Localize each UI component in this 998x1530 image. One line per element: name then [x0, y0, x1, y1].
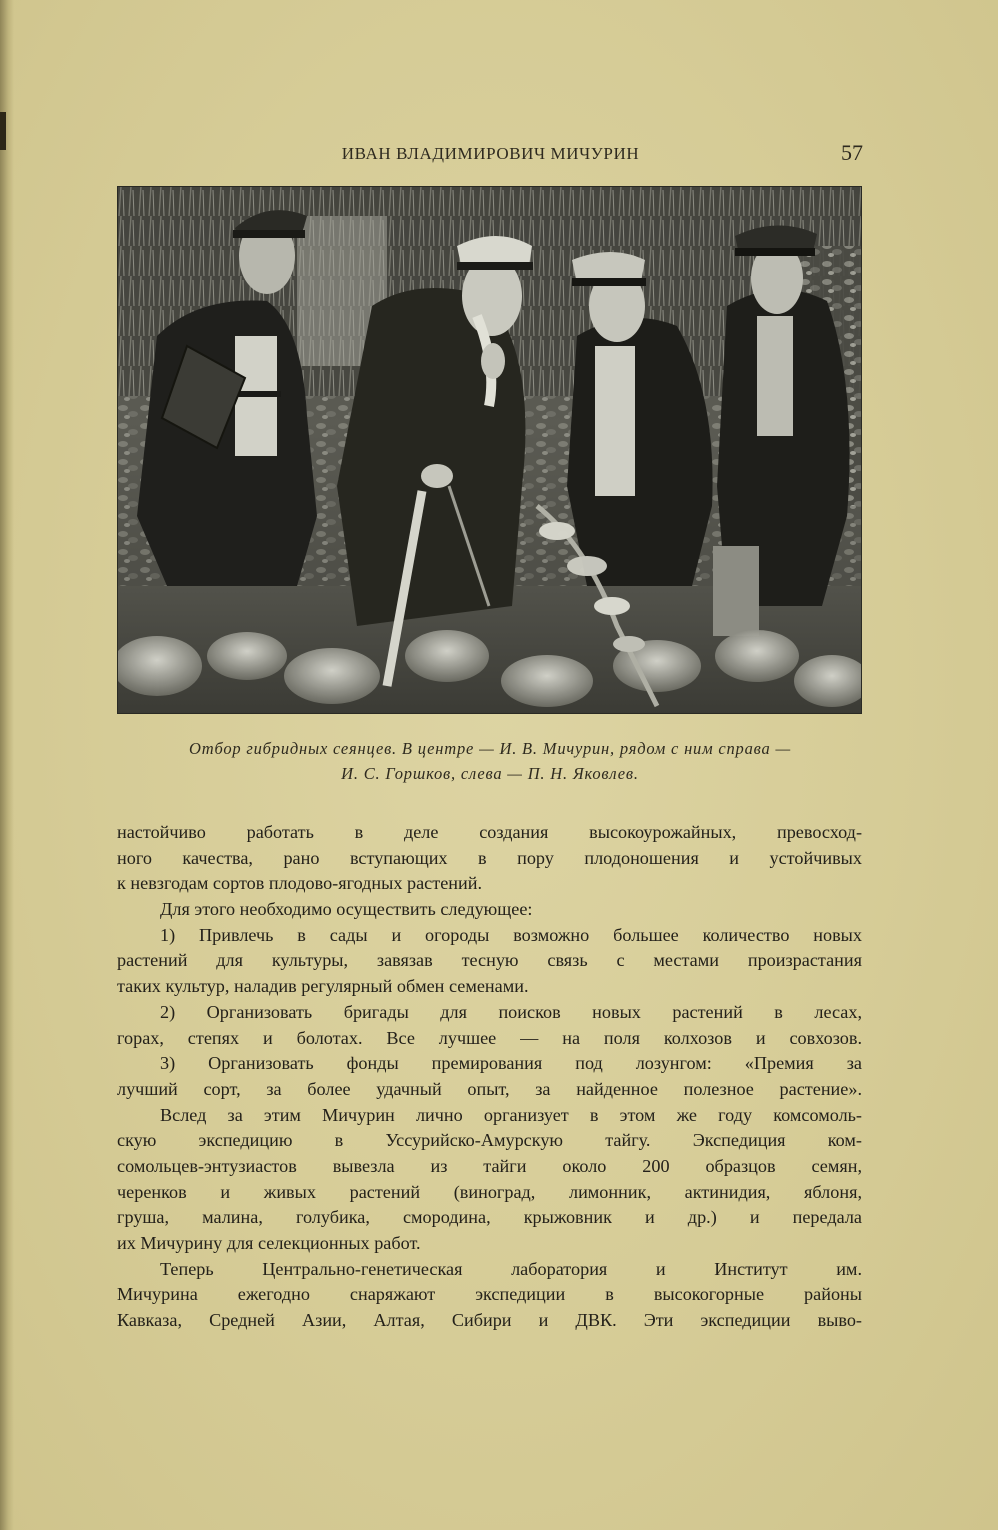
caption-line: Отбор гибридных сеянцев. В центре — И. В. Мичурин, рядом с ним справа —: [189, 739, 791, 758]
text-line: груша, малина, голубика, смородина, крыжовник и др.) и передала: [117, 1207, 862, 1228]
text-line: сомольцев-энтузиастов вывезла из тайги около 200 образцов семян,: [117, 1155, 862, 1176]
caption-line: И. С. Горшков, слева — П. Н. Яковлев.: [341, 764, 639, 783]
running-title: ИВАН ВЛАДИМИРОВИЧ МИЧУРИН: [341, 144, 640, 163]
text-line: ного качества, рано вступающих в пору плодоношения и устойчивых: [117, 847, 862, 868]
binding-mark: [0, 112, 6, 150]
text-line: Теперь Центрально-генетическая лаборатория и Институт им.: [160, 1258, 862, 1279]
text-line: их Мичурину для селекционных работ.: [117, 1233, 421, 1253]
page-header: [118, 140, 863, 170]
text-line: Вслед за этим Мичурин лично организует в этом же году комсомоль-: [160, 1104, 862, 1125]
text-line: Для этого необходимо осуществить следующее:: [160, 899, 533, 920]
figure-caption: [110, 736, 870, 786]
text-line: 3) Организовать фонды премирования под лозунгом: «Премия за: [160, 1053, 862, 1074]
page-number: 57: [841, 140, 863, 165]
page-binding-edge: [0, 0, 14, 1530]
text-line: горах, степях и болотах. Все лучшее — на поля колхозов и совхозов.: [117, 1027, 862, 1048]
text-line: Кавказа, Средней Азии, Алтая, Сибири и ДВК. Эти экспедиции выво-: [117, 1310, 862, 1331]
body-text: [117, 820, 862, 1334]
text-line: настойчиво работать в деле создания высокоурожайных, превосход-: [117, 822, 862, 842]
text-line: скую экспедицию в Уссурийско-Амурскую тайгу. Экспедиция ком-: [117, 1130, 862, 1151]
text-line: лучший сорт, за более удачный опыт, за найденное полезное растение».: [117, 1078, 862, 1099]
text-line: растений для культуры, завязав тесную связь с местами произрастания: [117, 950, 862, 971]
text-line: черенков и живых растений (виноград, лимонник, актинидия, яблоня,: [117, 1181, 862, 1202]
photograph: [117, 186, 862, 714]
text-line: 2) Организовать бригады для поисков новых растений в лесах,: [160, 1001, 862, 1022]
text-line: таких культур, наладив регулярный обмен семенами.: [117, 976, 529, 997]
text-line: Мичурина ежегодно снаряжают экспедиции в высокогорные районы: [117, 1284, 862, 1305]
text-line: к невзгодам сортов плодово-ягодных растений.: [117, 873, 483, 894]
text-line: 1) Привлечь в сады и огороды возможно большее количество новых: [160, 924, 862, 945]
